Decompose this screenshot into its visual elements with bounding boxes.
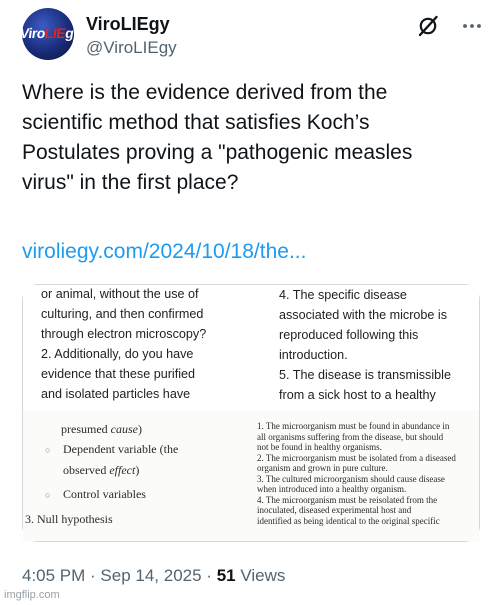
watermark: imgflip.com: [4, 589, 60, 601]
media-text-line: 2. Additionally, do you have: [41, 347, 194, 361]
bullet-icon: ○: [45, 445, 51, 455]
media-top-left-text: [41, 284, 261, 404]
media-text-line: through electron microscopy?: [41, 327, 207, 341]
media-text-line: organism and grown in pure culture.: [257, 463, 388, 473]
media-text-line: observed effect): [63, 463, 140, 477]
media-text-line: ○ Dependent variable (the: [45, 439, 245, 460]
meta-separator: ·: [85, 566, 101, 585]
views-count[interactable]: 51: [216, 566, 236, 585]
author-name[interactable]: ViroLIEgy: [86, 14, 170, 34]
tweet-media-image[interactable]: [22, 284, 480, 542]
media-text-line: 4. The specific disease: [279, 288, 407, 302]
tweet-text: [22, 78, 482, 198]
media-text-line: when introduced into a healthy organism.: [257, 484, 407, 494]
media-text-line: not be found in healthy organisms.: [257, 442, 382, 452]
media-text-line: evidence that these purified: [41, 367, 196, 381]
media-text-line: inoculated, diseased experimental host and: [257, 505, 412, 515]
avatar[interactable]: [18, 8, 82, 60]
meta-separator: ·: [201, 566, 217, 585]
media-text-line: identified as being identical to the original specific: [257, 515, 440, 526]
media-text-line: and isolated particles have: [41, 387, 191, 401]
media-text-line: 1. The microorganism must be found in abundance in: [257, 421, 450, 431]
tweet-meta: [22, 566, 285, 586]
tweet-header: [18, 6, 484, 62]
media-text-line: or animal, without the use of: [41, 287, 199, 301]
tweet-text-line: Postulates proving a "pathogenic measles: [22, 141, 413, 164]
tweet-text-line: scientific method that satisfies Koch’s: [22, 111, 370, 134]
views-label[interactable]: Views: [235, 566, 286, 585]
media-text-line: 3. Null hypothesis: [25, 512, 113, 526]
media-text-line: culturing, and then confirmed: [41, 307, 204, 321]
media-text-line: all organisms suffering from the disease, but should: [257, 431, 444, 442]
media-text-line: 2. The microorganism must be isolated from a diseased: [257, 452, 456, 463]
tweet-date[interactable]: Sep 14, 2025: [100, 566, 202, 585]
tweet-link[interactable]: viroliegy.com/2024/10/18/the...: [22, 240, 307, 263]
media-text-line: associated with the microbe is: [279, 308, 447, 322]
media-text-line: 4. The microorganism must be reisolated from the: [257, 494, 438, 505]
tweet-text-line: virus" in the first place?: [22, 171, 239, 194]
grok-icon[interactable]: [416, 14, 440, 38]
media-text-line: reproduced following this: [279, 328, 419, 342]
tweet-text-line: Where is the evidence derived from the: [22, 81, 388, 104]
media-bottom-right-text: [257, 421, 477, 526]
media-text-line: from a sick host to a healthy: [279, 388, 436, 402]
media-text-line: introduction.: [279, 348, 348, 362]
media-text-line: ○ Control variables: [45, 484, 245, 505]
bullet-icon: ○: [45, 490, 51, 500]
media-text-line: 3. The cultured microorganism should cause disease: [257, 473, 445, 484]
media-text-line: 5. The disease is transmissible: [279, 368, 451, 382]
tweet-time[interactable]: 4:05 PM: [22, 566, 86, 585]
media-top-right-text: [279, 285, 479, 405]
author-handle[interactable]: @ViroLIEgy: [86, 38, 177, 57]
media-text-line: presumed cause): [61, 422, 142, 436]
avatar-logo-text: ViroLIEgy: [18, 25, 82, 41]
more-icon[interactable]: [460, 14, 484, 38]
media-bottom-left-text: [25, 419, 245, 529]
